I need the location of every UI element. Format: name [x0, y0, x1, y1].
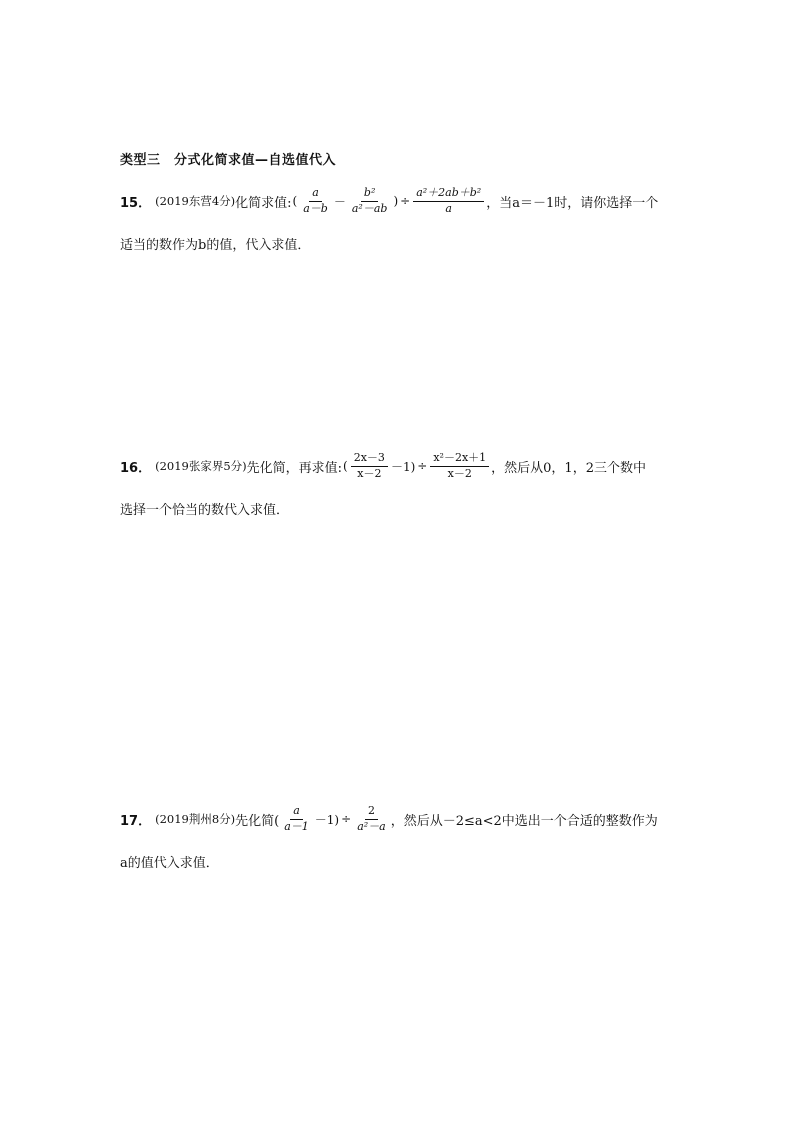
- fraction-1: [351, 452, 388, 480]
- divide-sign: ÷: [341, 812, 352, 827]
- divide-sign: ÷: [417, 459, 428, 474]
- problem-15-line-1: [120, 187, 658, 215]
- fraction-1: [300, 187, 331, 215]
- fraction-1: [281, 805, 312, 833]
- paren-open: (: [292, 194, 298, 209]
- problem-number: 16．: [120, 460, 152, 476]
- fraction-denominator: a－b: [303, 201, 328, 215]
- problem-16-line-2: 选择一个恰当的数代入求值．: [120, 503, 290, 518]
- fraction-numerator: x²－2x＋1: [430, 452, 489, 467]
- minus-one: －1): [314, 812, 340, 827]
- problem-17-line-1: [120, 805, 658, 833]
- fraction-2: [430, 452, 489, 480]
- fraction-numerator: a²＋2ab＋b²: [413, 187, 484, 202]
- fraction-denominator: a²－ab: [351, 201, 388, 215]
- fraction-numerator: 2x－3: [351, 452, 388, 467]
- problem-15-line-2: 适当的数作为b的值，代入求值．: [120, 238, 311, 253]
- minus-one: －1): [390, 459, 416, 474]
- fraction-denominator: a－1: [284, 819, 309, 833]
- fraction-denominator: a: [445, 201, 452, 215]
- problem-lead: 先化简(: [235, 813, 280, 829]
- fraction-numerator: a: [309, 187, 322, 202]
- fraction-denominator: a²－a: [357, 819, 386, 833]
- section-heading: 类型三 分式化简求值—自选值代入: [120, 153, 337, 168]
- problem-17-line-2: a的值代入求值．: [120, 856, 219, 871]
- fraction-denominator: x－2: [357, 466, 382, 480]
- problem-number: 17．: [120, 813, 152, 829]
- problem-source: (2019东营4分): [155, 194, 236, 209]
- problem-source: (2019荆州8分): [155, 812, 236, 827]
- fraction-2: [349, 187, 391, 215]
- problem-16-line-1: [120, 452, 646, 480]
- fraction-2: [354, 805, 389, 833]
- fraction-numerator: b²: [361, 187, 378, 202]
- paren-open: (: [343, 459, 348, 474]
- fraction-numerator: a: [290, 805, 303, 820]
- fraction-numerator: 2: [365, 805, 378, 820]
- paren-close: ): [393, 194, 399, 209]
- fraction-3: [413, 187, 484, 215]
- divide-sign: ÷: [400, 194, 411, 209]
- problem-lead: 化简求值:: [235, 195, 292, 211]
- problem-source: (2019张家界5分): [155, 459, 247, 474]
- problem-lead: 先化简，再求值:: [246, 460, 343, 476]
- fraction-denominator: x－2: [447, 466, 472, 480]
- minus-sign: －: [333, 194, 346, 209]
- problem-tail: ，然后从－2≤a<2中选出一个合适的整数作为: [390, 813, 658, 829]
- problem-tail: ，然后从0，1，2三个数中: [491, 460, 646, 476]
- problem-number: 15．: [120, 195, 152, 211]
- problem-tail: ，当a＝－1时，请你选择一个: [486, 195, 659, 211]
